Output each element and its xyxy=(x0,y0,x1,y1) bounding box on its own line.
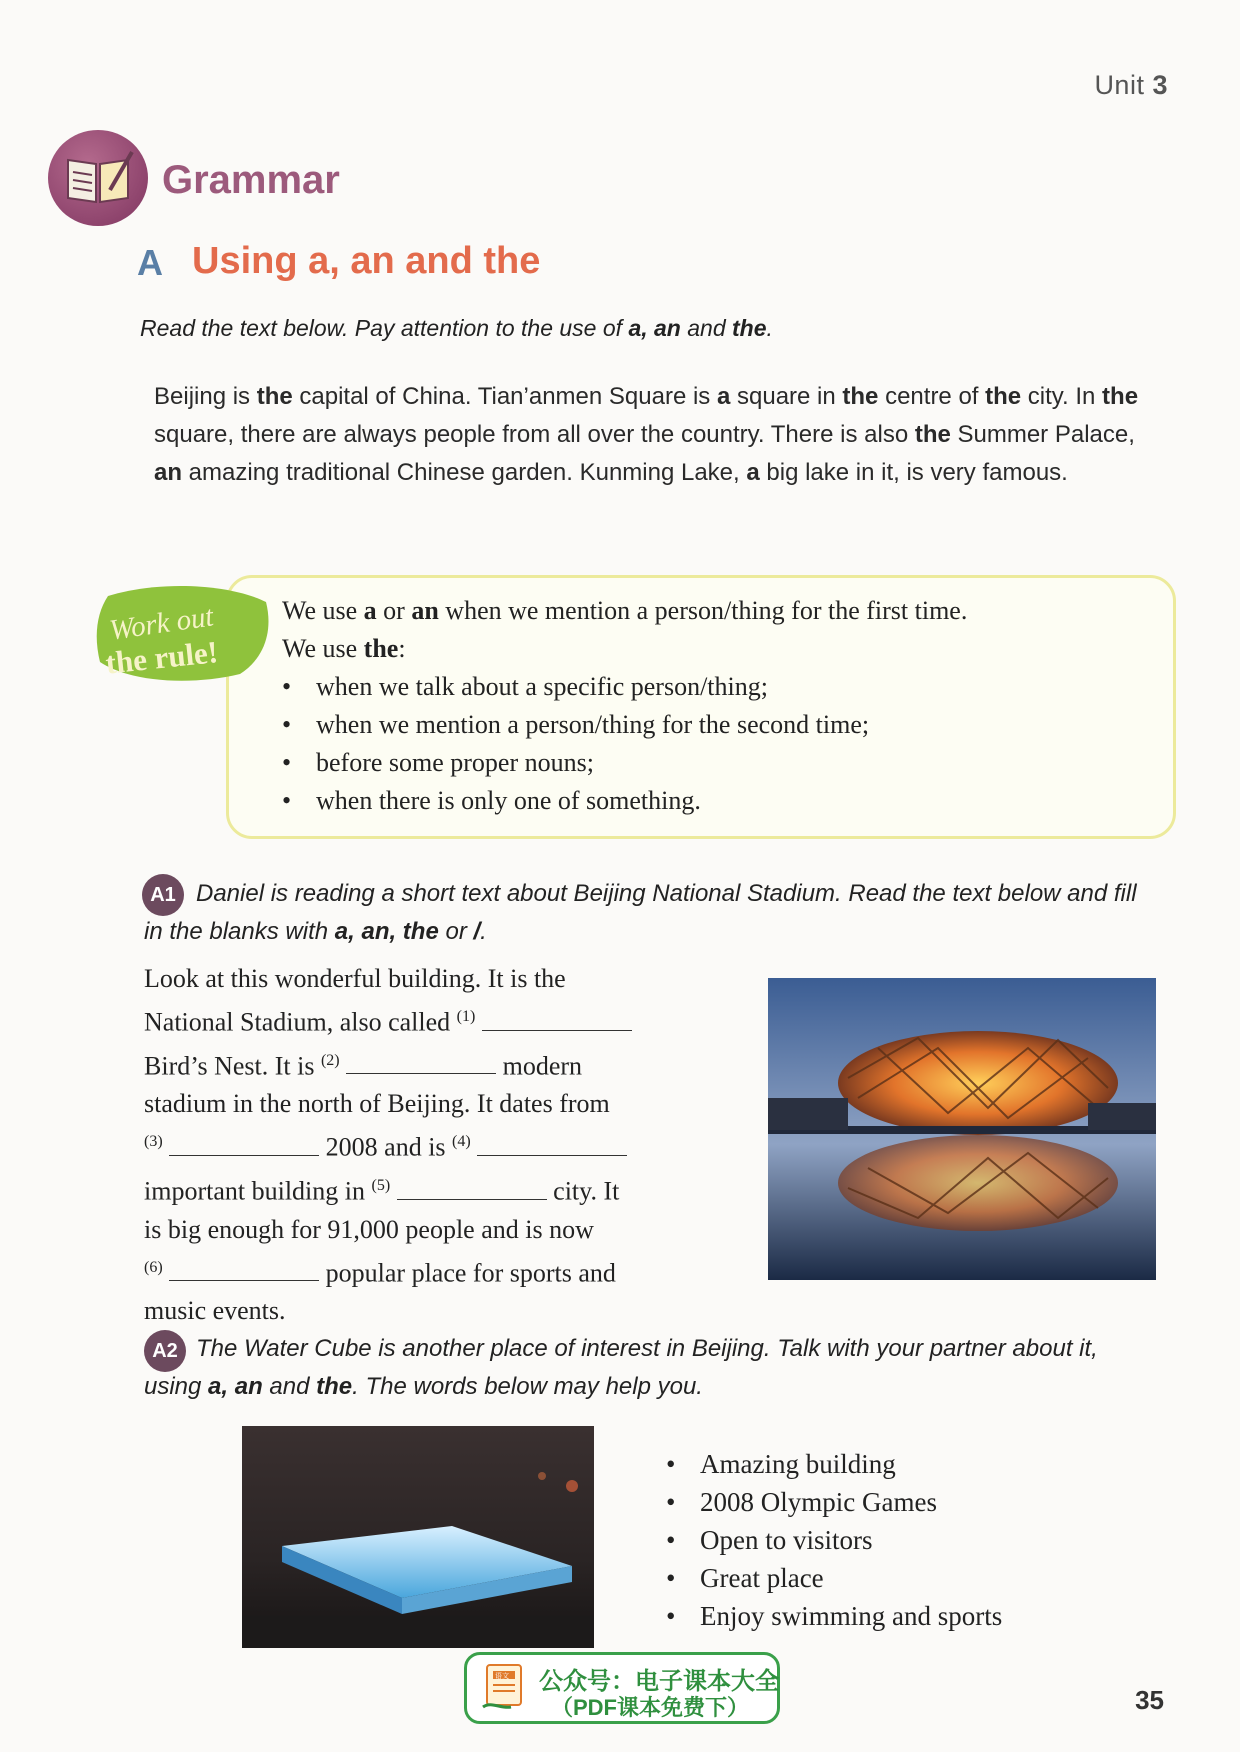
list-item: • Enjoy swimming and sports xyxy=(700,1597,1002,1635)
work-out-rule-badge xyxy=(90,578,280,688)
passage-text: big lake in it, is very famous. xyxy=(759,459,1068,486)
story-line: music events. xyxy=(144,1296,286,1326)
article: a xyxy=(746,459,760,486)
list-item: • when we mention a person/thing for the second time; xyxy=(316,706,967,744)
list-item: • Open to visitors xyxy=(700,1521,1002,1559)
story-text: modern xyxy=(502,1051,583,1081)
beijing-passage xyxy=(154,378,1144,492)
passage-text: amazing traditional Chinese garden. Kunming Lake, xyxy=(182,459,747,486)
a2-instr-text: The Water Cube is another place of interest in Beijing. Talk with your partner about it, using xyxy=(144,1335,1098,1400)
instr-a: a, xyxy=(628,315,648,341)
rule-line-1 xyxy=(282,592,967,630)
story-line xyxy=(144,998,734,1042)
list-item: • 2008 Olympic Games xyxy=(700,1483,1002,1521)
article: the xyxy=(914,421,951,448)
rule-text xyxy=(282,592,967,820)
a1-instr-options: a, an, the xyxy=(334,918,439,945)
unit-number: 3 xyxy=(1152,70,1168,100)
article: the xyxy=(842,383,879,410)
blank-number: (4) xyxy=(452,1133,471,1151)
unit-word: Unit xyxy=(1094,70,1145,100)
list-item: • when we talk about a specific person/thing; xyxy=(316,668,967,706)
rule-text-part: We use xyxy=(282,634,358,663)
blank-number: (3) xyxy=(144,1133,163,1151)
story-line: Look at this wonderful building. It is the xyxy=(144,964,566,993)
article: the xyxy=(256,383,293,410)
article: the xyxy=(1102,383,1139,410)
birds-nest-photo xyxy=(768,978,1156,1280)
icon-label: 语文 xyxy=(495,1672,509,1680)
a2-instruction xyxy=(144,1330,1154,1406)
watermark-badge xyxy=(464,1652,780,1724)
passage-text: Beijing is xyxy=(154,383,257,410)
a2-instr-the: the xyxy=(316,1373,353,1400)
rule-article: a xyxy=(363,596,377,625)
a1-instruction xyxy=(144,875,1154,951)
watermark-line1: 公众号：电子课本大全 xyxy=(539,1668,779,1695)
blank-number: (6) xyxy=(144,1258,163,1276)
rule-text-part: : xyxy=(398,634,406,663)
story-text: National Stadium, also called xyxy=(144,1007,451,1037)
story-line xyxy=(144,1123,734,1167)
rule-text-part: We use xyxy=(282,596,358,625)
helper-list xyxy=(700,1445,1002,1635)
passage-text: square in xyxy=(730,383,843,410)
instr-end: . xyxy=(766,315,773,341)
rule-line-2 xyxy=(282,630,967,668)
a1-instr-slash: / xyxy=(473,918,481,945)
passage-text: Summer Palace, xyxy=(950,421,1135,448)
story-line xyxy=(144,1249,734,1293)
list-item: • Great place xyxy=(700,1559,1002,1597)
subsection-title: Using a, an and the xyxy=(192,240,541,282)
badge-line1: Work out xyxy=(107,600,216,647)
blank-number: (5) xyxy=(371,1176,391,1194)
passage-text: centre of xyxy=(878,383,986,410)
blank-4[interactable] xyxy=(477,1133,627,1156)
unit-label xyxy=(1094,70,1168,101)
blank-6[interactable] xyxy=(169,1258,319,1281)
rule-text-part: when we mention a person/thing for the first time. xyxy=(445,596,968,625)
story-line: stadium in the north of Beijing. It dates from xyxy=(144,1089,610,1119)
section-title: Grammar xyxy=(162,158,340,202)
story-line xyxy=(144,1167,734,1211)
blank-1[interactable] xyxy=(482,1008,632,1031)
a2-instr-end: . The words below may help you. xyxy=(352,1373,703,1400)
a1-badge: A1 xyxy=(142,874,184,916)
rule-list xyxy=(282,668,967,820)
list-item: • before some proper nouns; xyxy=(316,744,967,782)
instr-text: Read the text below. Pay attention to the use of xyxy=(140,315,623,341)
article: the xyxy=(985,383,1022,410)
read-instruction xyxy=(140,315,773,342)
instr-the: the xyxy=(732,315,767,341)
a2-instr-and: and xyxy=(269,1373,310,1400)
passage-text: city. In xyxy=(1021,383,1103,410)
book-hand-icon xyxy=(481,1663,527,1713)
a1-instr-text: Daniel is reading a short text about Beijing National Stadium. Read the text below and fill in the blanks with xyxy=(144,880,1137,945)
story-text: Bird’s Nest. It is xyxy=(144,1051,315,1081)
page-number: 35 xyxy=(1135,1685,1164,1715)
instr-an: an xyxy=(654,315,681,341)
story-line xyxy=(144,1042,734,1086)
passage-text: capital of China. Tian’anmen Square is xyxy=(292,383,717,410)
book-icon xyxy=(48,130,148,226)
story-text: city. It xyxy=(553,1176,620,1206)
a2-badge: A2 xyxy=(144,1330,186,1372)
passage-text: square, there are always people from all over the country. There is also xyxy=(154,421,915,448)
watermark-line2: （PDF课本免费下） xyxy=(551,1695,750,1720)
blank-2[interactable] xyxy=(346,1051,496,1074)
article: an xyxy=(154,459,183,486)
list-item: • when there is only one of something. xyxy=(316,782,967,820)
a1-instr-or: or xyxy=(445,918,467,945)
article: a xyxy=(716,383,731,410)
blank-5[interactable] xyxy=(397,1177,547,1200)
blank-3[interactable] xyxy=(169,1133,319,1156)
a1-instr-end: . xyxy=(480,918,487,945)
story-text: popular place for sports and xyxy=(325,1258,616,1288)
stadium-text xyxy=(144,960,734,1330)
a2-instr-articles: a, an xyxy=(208,1373,263,1400)
water-cube-photo xyxy=(242,1426,594,1648)
subsection-letter: A xyxy=(137,242,163,283)
blank-number: (2) xyxy=(320,1051,340,1069)
rule-text-part: or xyxy=(383,596,405,625)
story-text: important building in xyxy=(144,1176,365,1206)
story-line: is big enough for 91,000 people and is now xyxy=(144,1214,594,1244)
badge-line2: the rule! xyxy=(103,634,220,681)
story-text: 2008 and is xyxy=(325,1132,446,1162)
rule-article: the xyxy=(363,634,399,663)
rule-article: an xyxy=(411,596,439,625)
instr-and: and xyxy=(687,315,726,341)
blank-number: (1) xyxy=(456,1008,476,1025)
list-item: • Amazing building xyxy=(700,1445,1002,1483)
helper-words xyxy=(700,1445,1002,1635)
